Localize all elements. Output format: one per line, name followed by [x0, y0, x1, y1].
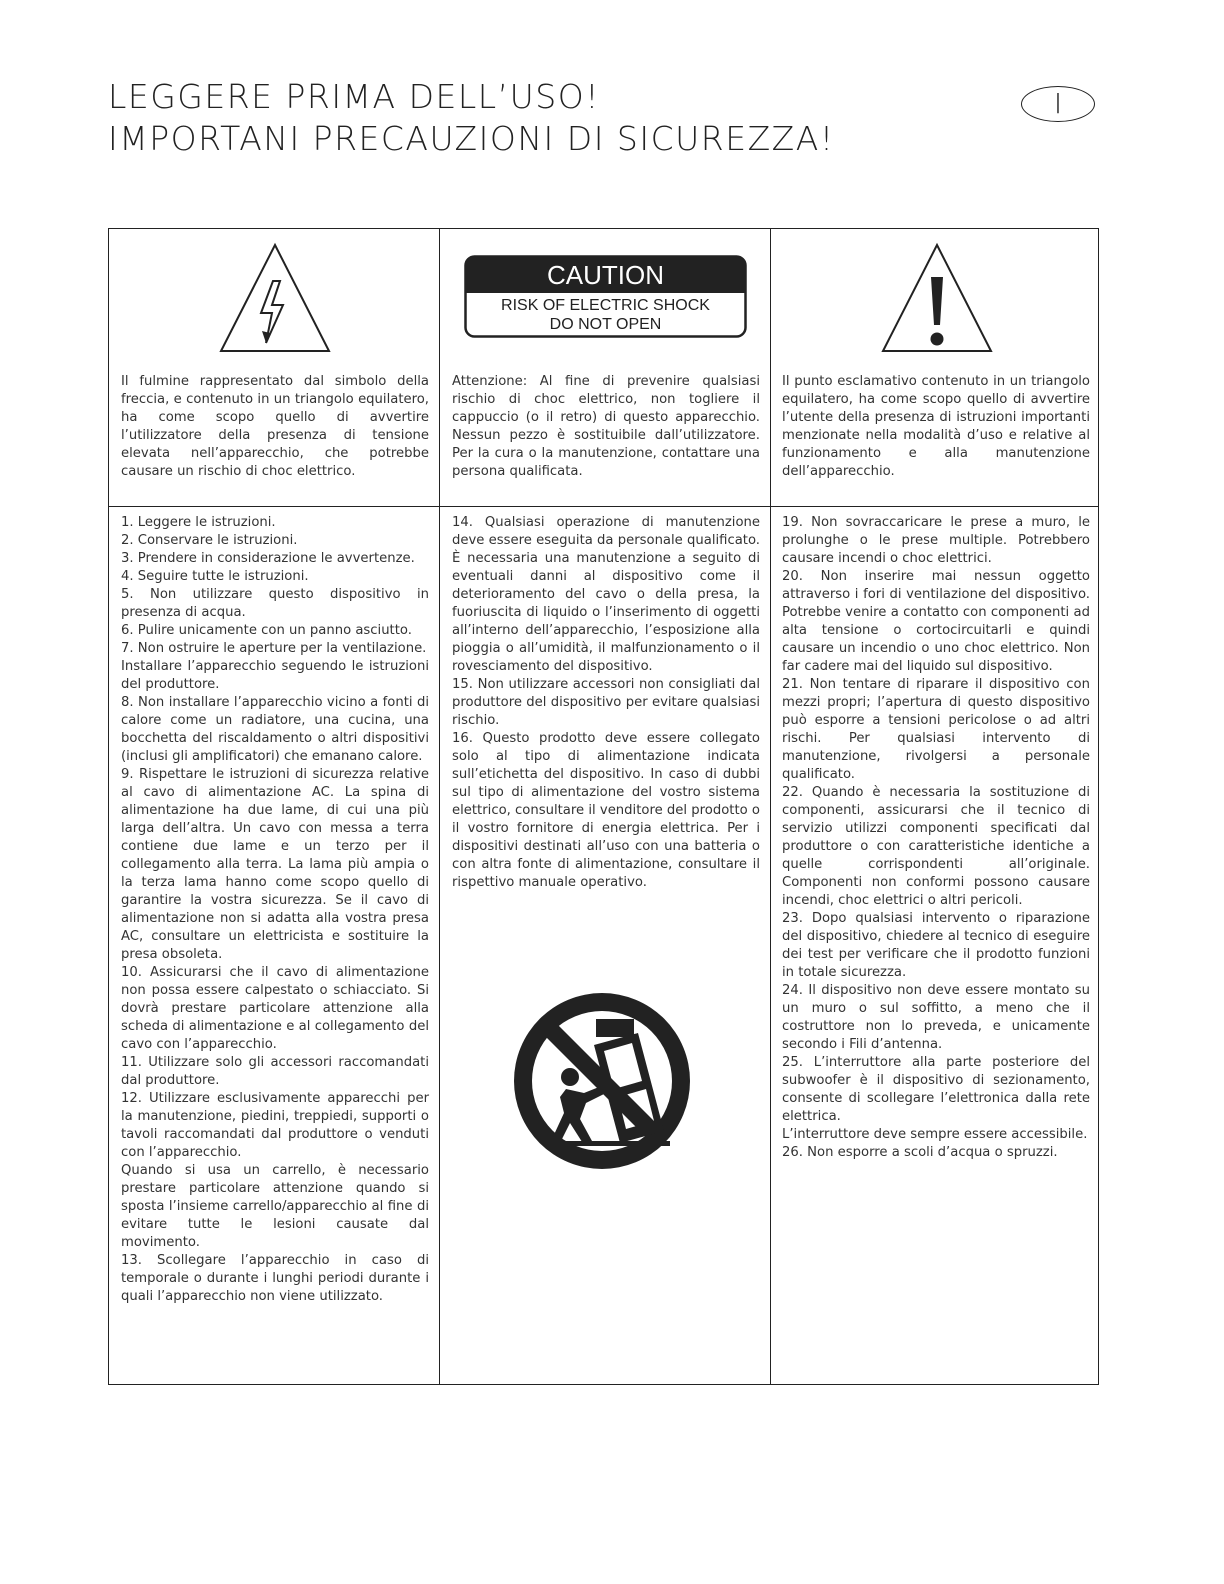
instruction-item: 14. Qualsiasi operazione di manutenzione deve essere eseguita da personale qualificato. È necessaria una manutenzione a seguito di eventuali danni al dispositivo come il deterioramento del cavo o della presa, la fuoriuscita di liquido o l’inserimento di oggetti all’interno dell’apparecchio, l’esposizione alla pioggia o all’umidità, il malfunzionamento o il rovesciamento del dispositivo.: [452, 515, 760, 674]
instruction-item: 12. Utilizzare esclusivamente apparecchi per la manutenzione, piedini, treppiedi, supporti o tavoli raccomandati dal produttore o venduti con l’apparecchio.: [121, 1091, 429, 1160]
instruction-item: 8. Non installare l’apparecchio vicino a fonti di calore come un radiatore, una cucina, una bocchetta del riscaldamento o altri dispositivi (inclusi gli amplificatori) che emanano calore.: [121, 695, 429, 764]
instruction-item: 21. Non tentare di riparare il dispositivo con mezzi propri; l’apertura di questo dispositivo può esporre a tensioni pericolose o ad altri rischi. Per qualsiasi intervento di manutenzione, rivolgersi a personale qualificato.: [782, 677, 1090, 782]
title-line-1: LEGGERE PRIMA DELL’USO!: [108, 77, 600, 116]
instruction-item: Quando si usa un carrello, è necessario prestare particolare attenzione quando si sposta l’insieme carrello/apparecchio al fine di evitare tutte le lesioni causate dal movimento.: [121, 1163, 429, 1250]
instruction-item: 22. Quando è necessaria la sostituzione di componenti, assicurarsi che il tecnico di servizio utilizzi componenti specificati dal produttore o con caratteristiche identiche a quelle corrispondenti all’originale. Componenti non conformi possono causare incendi, choc elettrici o altri pericoli.: [782, 785, 1090, 908]
instruction-item: 13. Scollegare l’apparecchio in caso di temporale o durante i lunghi periodi durante i quali l’apparecchio non viene utilizzato.: [121, 1253, 429, 1304]
exclamation-description: Il punto esclamativo contenuto in un triangolo equilatero, ha come scopo quello di avvertire l’utente della presenza di istruzioni importanti menzionate nella modalità d’uso e relative al funzionamento e alla manutenzione dell’apparecchio.: [782, 374, 1090, 479]
cart-tip-over-warning-icon: [514, 993, 690, 1169]
exclamation-warning-icon: [879, 239, 995, 355]
lightning-description: Il fulmine rappresentato dal simbolo della freccia, e contenuto in un triangolo equilatero, ha come scopo quello di avvertire l’utilizzatore della presenza di tensione elevata nell’apparecchio, che potrebbe causare un rischio di choc elettrico.: [121, 374, 429, 479]
instruction-item: 5. Non utilizzare questo dispositivo in presenza di acqua.: [121, 587, 429, 620]
row-divider: [109, 506, 1098, 507]
instruction-item: 15. Non utilizzare accessori non consigliati dal produttore del dispositivo per evitare qualsiasi rischio.: [452, 677, 760, 728]
instructions-column-2: [452, 514, 760, 892]
instruction-item: 11. Utilizzare solo gli accessori raccomandati dal produttore.: [121, 1055, 429, 1088]
instructions-column-1: [121, 514, 429, 1306]
lightning-warning-icon: [217, 239, 333, 355]
instruction-item: 16. Questo prodotto deve essere collegato solo al tipo di alimentazione indicata sull’etichetta del dispositivo. In caso di dubbi sul tipo di alimentazione del vostro sistema elettrico, consultare il venditore del prodotto o il vostro fornitore di energia elettrica. Per i dispositivi destinati all’uso con una batteria o con altra fonte di alimentazione, consultare il rispettivo manuale operativo.: [452, 731, 760, 890]
caution-description: Attenzione: Al fine di prevenire qualsiasi rischio di choc elettrico, non togliere il cappuccio (o il retro) di questo apparecchio. Nessun pezzo è sostituibile dall’utilizzatore. Per la cura o la manutenzione, contattare una persona qualificata.: [452, 374, 760, 479]
instruction-item: 6. Pulire unicamente con un panno asciutto.: [121, 623, 412, 638]
instruction-item: 20. Non inserire mai nessun oggetto attraverso i fori di ventilazione del dispositivo. Potrebbe venire a contatto con componenti ad alta tensione o cortocircuitarli e quindi causare un incendio o uno choc elettrico. Non far cadere mai del liquido sul dispositivo.: [782, 569, 1090, 674]
instruction-item: 9. Rispettare le istruzioni di sicurezza relative al cavo di alimentazione AC. La spina di alimentazione ha due lame, di cui una più larga dell’altra. Un cavo con messa a terra contiene due lame e un terzo per il collegamento alla terra. La lama più ampia o la terza lama hanno come scopo quello di garantire la vostra sicurezza. Se il cavo di alimentazione non si adatta alla vostra presa AC, consultare un elettricista e sostituire la presa obsoleta.: [121, 767, 429, 962]
instruction-item: 25. L’interruttore alla parte posteriore del subwoofer è il dispositivo di sezionamento, consente di scollegare l’elettronica dalla rete elettrica.: [782, 1055, 1090, 1124]
instruction-item: 26. Non esporre a scoli d’acqua o spruzzi.: [782, 1145, 1058, 1160]
instructions-column-3: [782, 514, 1090, 1162]
instruction-item: 19. Non sovraccaricare le prese a muro, le prolunghe o le prese multiple. Potrebbero causare incendi o choc elettrici.: [782, 515, 1090, 566]
instruction-item: 3. Prendere in considerazione le avvertenze.: [121, 551, 415, 566]
caution-line-1: RISK OF ELECTRIC SHOCK: [501, 297, 710, 314]
caution-title: CAUTION: [547, 260, 664, 290]
caution-line-2: DO NOT OPEN: [549, 316, 662, 333]
instruction-item: 4. Seguire tutte le istruzioni.: [121, 569, 309, 584]
instruction-item: Installare l’apparecchio seguendo le istruzioni del produttore.: [121, 659, 429, 692]
instruction-item: 1. Leggere le istruzioni.: [121, 515, 276, 530]
instruction-item: 7. Non ostruire le aperture per la ventilazione.: [121, 641, 427, 656]
instruction-item: L’interruttore deve sempre essere accessibile.: [782, 1127, 1088, 1142]
column-divider: [770, 229, 771, 1384]
instruction-item: 23. Dopo qualsiasi intervento o riparazione del dispositivo, chiedere al tecnico di eseguire dei test per verificare che il prodotto funzioni in totale sicurezza.: [782, 911, 1090, 980]
instruction-item: 24. Il dispositivo non deve essere montato su un muro o sul soffitto, a meno che il costruttore non lo preveda, e unicamente secondo i Fili d’antenna.: [782, 983, 1090, 1052]
column-divider: [439, 229, 440, 1384]
title-line-2: IMPORTANI PRECAUZIONI DI SICUREZZA!: [108, 119, 835, 158]
safety-table: [108, 228, 1099, 1385]
language-badge: I: [1021, 86, 1095, 122]
instruction-item: 2. Conservare le istruzioni.: [121, 533, 298, 548]
page-title: [108, 76, 835, 160]
instruction-item: 10. Assicurarsi che il cavo di alimentazione non possa essere calpestato o schiacciato. Si dovrà prestare particolare attenzione alla scheda di alimentazione e al collegamento del cavo con l’apparecchio.: [121, 965, 429, 1052]
